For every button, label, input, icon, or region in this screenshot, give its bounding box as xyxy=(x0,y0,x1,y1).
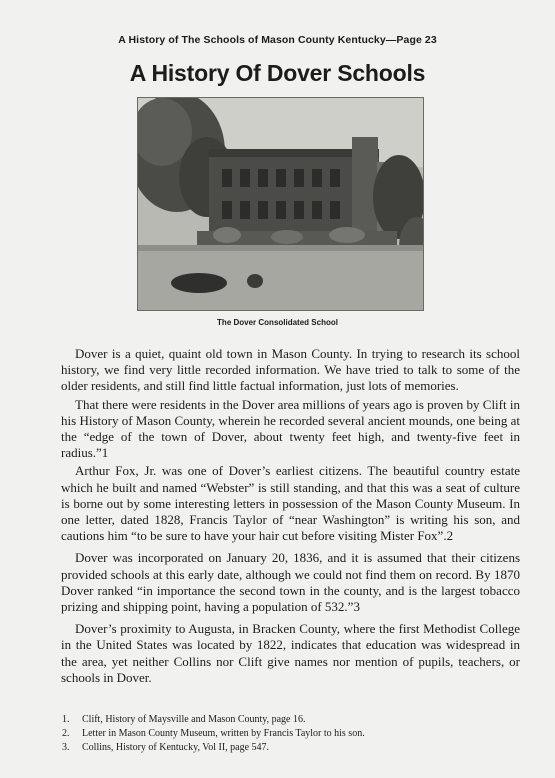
footnote-text: Collins, History of Kentucky, Vol II, page 547. xyxy=(82,742,270,753)
footnotes xyxy=(62,713,522,755)
paragraph: Dover is a quiet, quaint old town in Mason County. In trying to research its school history, we find very little recorded information. We have tried to talk to some of the older residents, and still find little factual information, just lots of memories. xyxy=(61,346,520,394)
paragraph: That there were residents in the Dover area millions of years ago is proven by Clift in his History of Mason County, wherein he recorded several ancient mounds, one being at the “edge of the town of Dover, about twenty feet high, and twenty-five feet in radius.”1 xyxy=(61,396,520,461)
footnote-text: Letter in Mason County Museum, written by Francis Taylor to his son. xyxy=(82,728,365,739)
footnote xyxy=(62,713,522,727)
footnote xyxy=(62,741,522,755)
footnote-number: 2. xyxy=(62,728,70,739)
footnote-text: Clift, History of Maysville and Mason County, page 16. xyxy=(82,714,306,725)
paragraph: Dover’s proximity to Augusta, in Bracken County, where the first Methodist College in the United States was located by 1822, indicates that education was widespread in the area, yet neither Collins nor Clift give names nor mention of pupils, teachers, or schools in Dover. xyxy=(61,621,520,685)
photo-caption: The Dover Consolidated School xyxy=(217,318,338,327)
running-head: A History of The Schools of Mason County Kentucky—Page 23 xyxy=(118,34,437,46)
article-body xyxy=(61,346,520,686)
paragraph: Dover was incorporated on January 20, 1836, and it is assumed that their citizens provided schools at this early date, although we could not find them on record. By 1870 Dover ranked “in importance the second town in the county, and is the largest tobacco prizing and shipping point, having a population of 532.”3 xyxy=(61,550,520,615)
footnote-number: 1. xyxy=(62,714,70,725)
school-photo xyxy=(137,97,424,311)
footnote-number: 3. xyxy=(62,742,70,753)
paragraph: Arthur Fox, Jr. was one of Dover’s earliest citizens. The beautiful country estate which he built and named “Webster” is still standing, and that this was a seat of culture is borne out by some interesting letters in possession of the Mason County Museum. In one letter, dated 1828, Francis Taylor of “near Washington” is writing his son, and cautions him “to be sure to have your hair cut before visiting Mister Fox”.2 xyxy=(61,463,520,544)
footnote xyxy=(62,727,522,741)
page-title: A History Of Dover Schools xyxy=(129,60,426,86)
